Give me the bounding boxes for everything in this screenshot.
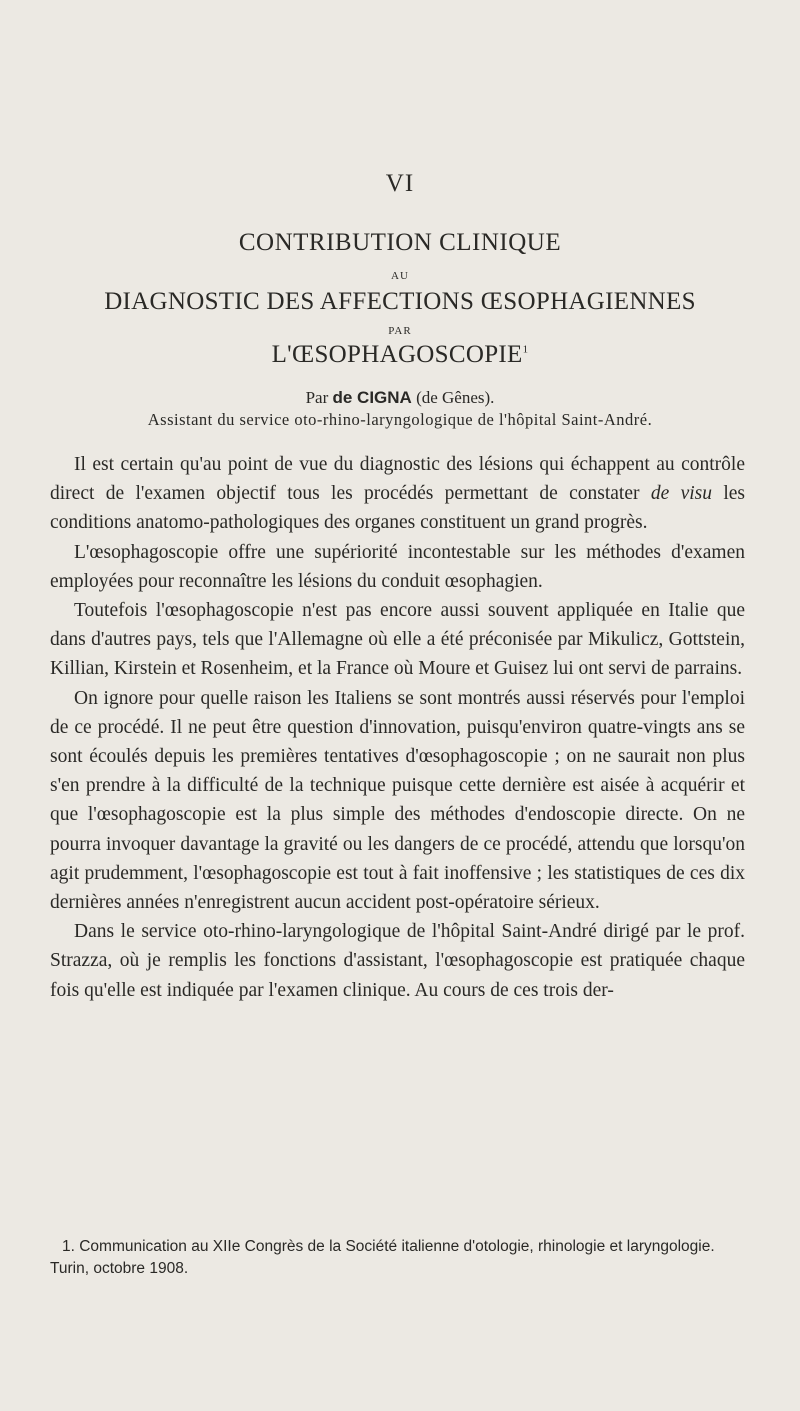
footnote-reference: 1 — [522, 343, 529, 356]
chapter-number: VI — [385, 170, 415, 197]
paragraph-1-b: les conditions anatomo-pathologiques des organes constituent un grand progrès. — [50, 483, 745, 534]
author-name: de CIGNA — [332, 388, 412, 407]
paragraph-1-italic: de visu — [650, 483, 712, 505]
paragraph-4: On ignore pour quelle raison les Italiens se sont montrés aussi réservés pour l'emploi de ce procédé. Il ne peut être question d'innovation, puisqu'environ quatre-vingts ans se sont écoulés depuis les premières tentatives d'œsophagoscopie ; on ne saurait non plus s'en prendre à la difficulté de la technique puisque cette dernière est aisée à acquérir et que l'œsophagoscopie est la plus simple des méthodes d'endoscopie directe. On ne pourra invoquer davantage la gravité ou les dangers de ce procédé, attendu que lorsqu'on agit prudemment, l'œsophagoscopie est tout à fait inoffensive ; les statistiques de ces dix dernières années n'enregistrent aucun accident post-opératoire sérieux. — [50, 687, 745, 914]
paragraph-5: Dans le service oto-rhino-laryngologique de l'hôpital Saint-André dirigé par le prof. Strazza, où je remplis les fonctions d'assistant, l'œsophagoscopie est pratiquée chaque fois qu'elle est indiquée par l'examen clinique. Au cours de ces trois der- — [50, 921, 745, 1001]
paragraph-1 — [50, 450, 745, 538]
author-suffix: (de Gênes). — [411, 388, 495, 407]
author-prefix: Par — [305, 388, 333, 407]
paragraph-2: L'œsophagoscopie offre une supériorité incontestable sur les méthodes d'examen employées pour reconnaître les lésions du conduit œsophagien. — [50, 541, 745, 592]
author-line — [0, 388, 800, 408]
paragraph-3: Toutefois l'œsophagoscopie n'est pas encore aussi souvent appliquée en Italie que dans d'autres pays, tels que l'Allemagne où elle a été préconisée par Mikulicz, Gottstein, Killian, Kirstein et Rosenheim, et la France où Moure et Guisez lui ont servi de parrains. — [50, 600, 745, 680]
body-text — [50, 450, 745, 1005]
title-line-3 — [0, 341, 800, 369]
title-line-2: DIAGNOSTIC DES AFFECTIONS ŒSOPHAGIENNES — [104, 288, 696, 315]
footnote-text: 1. Communication au XIIe Congrès de la Société italienne d'otologie, rhinologie et laryngologie. Turin, octobre 1908. — [50, 1238, 715, 1277]
title-line-1: CONTRIBUTION CLINIQUE — [238, 229, 562, 256]
title-connector-par: PAR — [388, 325, 412, 337]
title-connector-au: AU — [391, 270, 409, 282]
author-affiliation: Assistant du service oto-rhino-laryngologique de l'hôpital Saint-André. — [147, 410, 653, 429]
footnote — [50, 1236, 750, 1280]
paragraph-1-a: Il est certain qu'au point de vue du diagnostic des lésions qui échappent au contrôle direct de l'examen objectif tous les procédés permettant de constater — [50, 454, 745, 505]
title-line-3-text: L'ŒSOPHAGOSCOPIE — [271, 341, 523, 368]
